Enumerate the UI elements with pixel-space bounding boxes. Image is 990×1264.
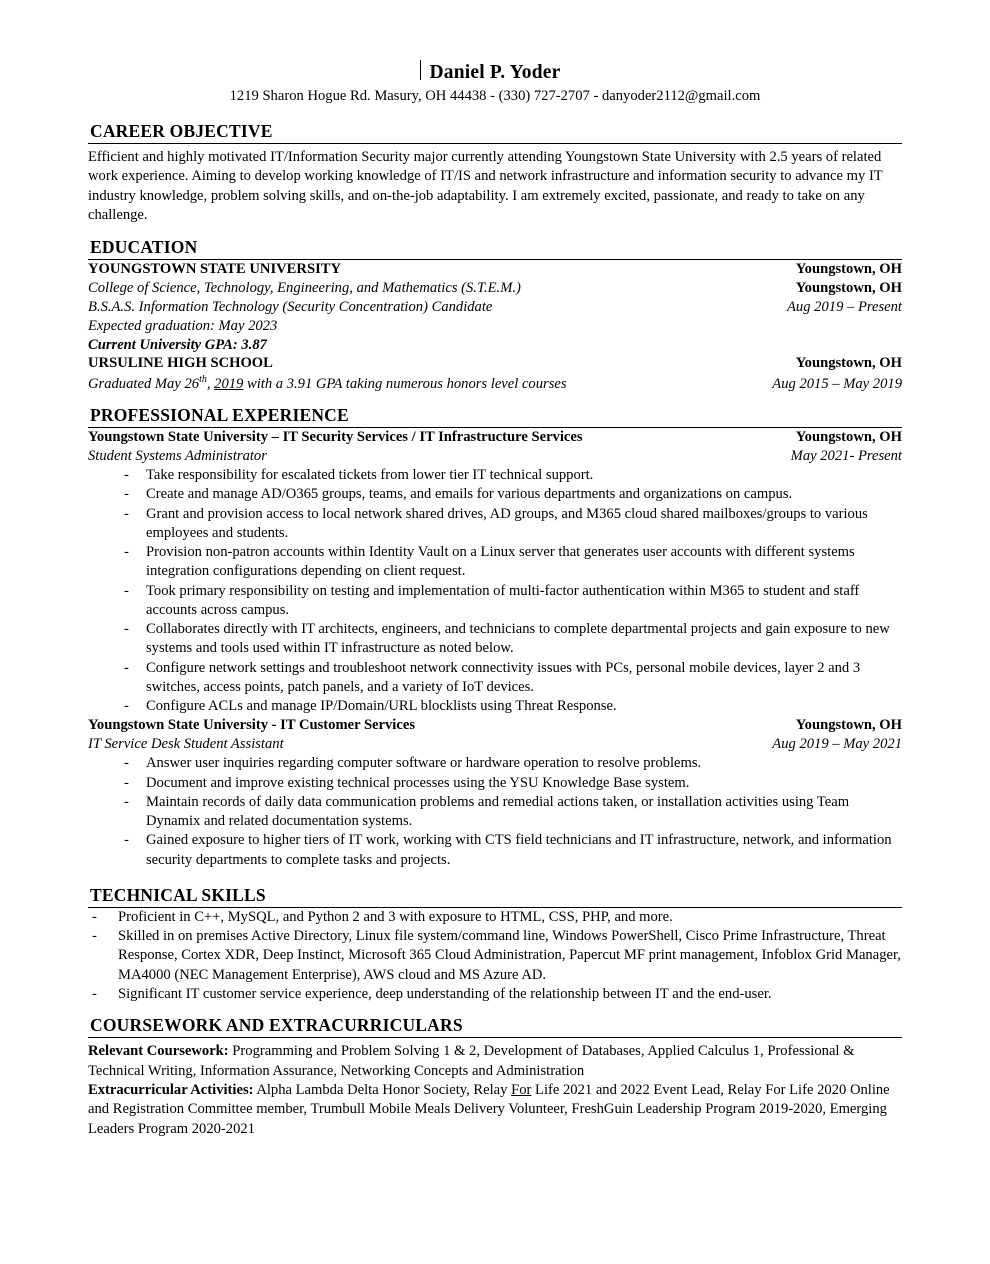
job-employer-2: Youngstown State University - IT Customer Services (88, 717, 415, 734)
job-header-1 (88, 428, 902, 447)
list-item: - Maintain records of daily data communication problems and remedial actions taken, or installation activities using Team Dynamix and related documentation systems. (88, 793, 902, 832)
school-location-1: Youngstown, OH (795, 260, 902, 277)
job-location-1: Youngstown, OH (795, 429, 902, 446)
extracurricular-text-pre: Alpha Lambda Delta Honor Society, Relay (253, 1081, 512, 1098)
section-heading-objective: CAREER OBJECTIVE (88, 121, 902, 144)
grad-text-post: with a 3.91 GPA taking numerous honors level courses (243, 376, 567, 393)
grad-text-mid: , (206, 376, 215, 393)
job-employer-1: Youngstown State University – IT Security Services / IT Infrastructure Services (88, 429, 583, 446)
education-detail-2 (88, 373, 902, 394)
extracurricular-activities (88, 1081, 902, 1139)
list-item: - Configure network settings and troubleshoot network connectivity issues with PCs, personal mobile devices, layer 2 and 3 switches, access points, patch panels, and a variety of IoT devices. (88, 659, 902, 698)
education-block (88, 260, 902, 395)
grad-ordinal-suffix: th (199, 374, 207, 386)
section-heading-coursework: COURSEWORK AND EXTRACURRICULARS (88, 1015, 902, 1038)
school-name-1: YOUNGSTOWN STATE UNIVERSITY (88, 260, 342, 277)
skills-list (88, 908, 902, 1004)
school-degree-1: B.S.A.S. Information Technology (Security Concentration) Candidate (88, 298, 493, 315)
job-header-2 (88, 716, 902, 735)
school-program-1: College of Science, Technology, Engineering, and Mathematics (S.T.E.M.) (88, 279, 521, 296)
list-item: - Take responsibility for escalated tickets from lower tier IT technical support. (88, 466, 902, 485)
list-item: - Took primary responsibility on testing and implementation of multi-factor authentication within M365 to student and staff accounts across campus. (88, 582, 902, 621)
education-entry-header-2 (88, 354, 902, 373)
objective-text: Efficient and highly motivated IT/Information Security major currently attending Youngstown State University with 2.5 years of related work experience. Aiming to develop working knowledge of IT/IS and network infrastructure and information security to advance my IT industry knowledge, problem solving skills, and on-the-job adaptability. I am extremely excited, passionate, and ready to take on any challenge. (88, 149, 883, 224)
page-title (88, 62, 902, 84)
job-title-1: Student Systems Administrator (88, 448, 267, 465)
list-item: - Collaborates directly with IT architects, engineers, and technicians to complete departmental projects and gain exposure to new systems and tools used within IT infrastructure as noted below. (88, 620, 902, 659)
relevant-coursework (88, 1042, 902, 1081)
list-item: - Proficient in C++, MySQL, and Python 2 and 3 with exposure to HTML, CSS, PHP, and more. (88, 908, 902, 927)
list-item: - Create and manage AD/O365 groups, teams, and emails for various departments and organizations on campus. (88, 485, 902, 504)
list-item: - Skilled in on premises Active Directory, Linux file system/command line, Windows PowerShell, Cisco Prime Infrastructure, Threat Response, Cortex XDR, Deep Instinct, Microsoft 365 Cloud Administration, Papercut MF print management, Infoblox Grid Manager, MA4000 (NEC Management Enterprise), AWS cloud and MS Azure AD. (88, 927, 902, 985)
coursework-block (88, 1042, 902, 1139)
job-subheader-1 (88, 447, 902, 466)
school-dates-1: Aug 2019 – Present (787, 298, 902, 315)
list-item: - Significant IT customer service experience, deep understanding of the relationship between IT and the end-user. (88, 985, 902, 1004)
section-heading-education: EDUCATION (88, 237, 902, 260)
extracurricular-label: Extracurricular Activities: (88, 1081, 254, 1098)
section-heading-experience: PROFESSIONAL EXPERIENCE (88, 405, 902, 428)
school-detail-2 (88, 373, 577, 394)
list-item: - Provision non-patron accounts within Identity Vault on a Linux server that generates user accounts with different systems integration configurations depending on client request. (88, 543, 902, 582)
job-bullets-2 (88, 754, 902, 870)
job-subheader-2 (88, 735, 902, 754)
school-location-2: Youngstown, OH (795, 355, 902, 372)
experience-block (88, 428, 902, 870)
job-location-2: Youngstown, OH (795, 717, 902, 734)
section-heading-skills: TECHNICAL SKILLS (88, 885, 902, 908)
relevant-coursework-text: Programming and Problem Solving 1 & 2, Development of Databases, Applied Calculus 1, Professional & Technical Writing, Information Assurance, Networking Concepts and Administration (88, 1043, 855, 1079)
candidate-name: Daniel P. Yoder (429, 62, 561, 83)
list-item: - Answer user inquiries regarding computer software or hardware operation to resolve problems. (88, 754, 902, 773)
list-item: - Configure ACLs and manage IP/Domain/URL blocklists using Threat Response. (88, 697, 902, 716)
education-detail-1b (88, 298, 902, 317)
extracurricular-text-post: Life 2021 and 2022 Event Lead, Relay For Life 2020 Online and Registration Committee member, Trumbull Mobile Meals Delivery Volunteer, FreshGuin Leadership Program 2019-2020, Emerging Leaders Program 2020-2021 (88, 1081, 890, 1137)
job-dates-2: Aug 2019 – May 2021 (772, 736, 902, 753)
job-dates-1: May 2021- Present (790, 448, 902, 465)
list-item: - Grant and provision access to local network shared drives, AD groups, and M365 cloud shared mailboxes/groups to various employees and students. (88, 505, 902, 544)
list-item: - Gained exposure to higher tiers of IT work, working with CTS field technicians and IT infrastructure, network, and information security departments to complete tasks and projects. (88, 831, 902, 870)
job-title-2: IT Service Desk Student Assistant (88, 736, 284, 753)
contact-line: 1219 Sharon Hogue Rd. Masury, OH 44438 - (330) 727-2707 - danyoder2112@gmail.com (229, 88, 761, 104)
text-cursor (420, 60, 421, 80)
education-entry-header-1 (88, 260, 902, 279)
extracurricular-underlined-word: For (511, 1081, 532, 1098)
list-item: - Document and improve existing technical processes using the YSU Knowledge Base system. (88, 774, 902, 793)
relevant-coursework-label: Relevant Coursework: (88, 1043, 229, 1060)
school-location-1b: Youngstown, OH (795, 279, 902, 296)
grad-year: 2019 (214, 376, 244, 393)
grad-text-pre: Graduated May 26 (88, 376, 200, 393)
school-graduation-1: Expected graduation: May 2023 (88, 317, 278, 334)
school-gpa-1: Current University GPA: 3.87 (88, 336, 267, 353)
school-dates-2: Aug 2015 – May 2019 (772, 376, 902, 393)
education-detail-1a (88, 279, 902, 298)
job-bullets-1 (88, 466, 902, 716)
school-name-2: URSULINE HIGH SCHOOL (88, 355, 273, 372)
